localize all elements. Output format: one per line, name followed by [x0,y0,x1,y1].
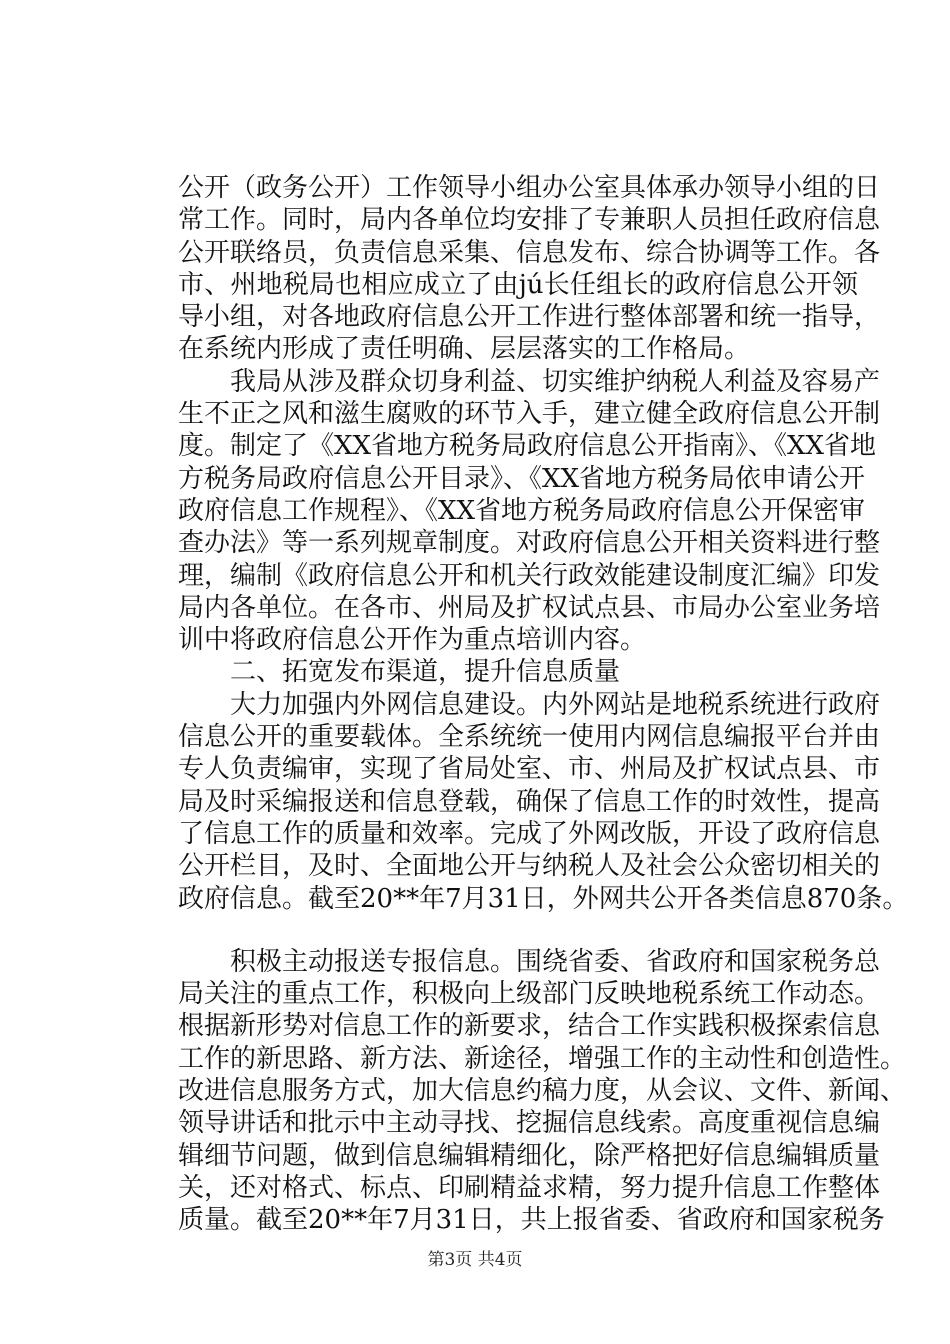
text-line: 导小组，对各地政府信息公开工作进行整体部署和统一指导， [178,302,881,333]
text-line: 关，还对格式、标点、印刷精益求精，努力提升信息工作整体 [178,1172,881,1203]
text-line: 训中将政府信息公开作为重点培训内容。 [178,625,647,656]
text-line: 信息公开的重要载体。全系统统一使用内网信息编报平台并由 [178,722,881,753]
text-line: 常工作。同时，局内各单位均安排了专兼职人员担任政府信息 [178,205,881,236]
text-line: 工作的新思路、新方法、新途径，增强工作的主动性和创造性。 [178,1043,907,1074]
text-line: 专人负责编审，实现了省局处室、市、州局及扩权试点县、市 [178,754,881,785]
text-line: 根据新形势对信息工作的新要求，结合工作实践积极探索信息 [178,1011,881,1042]
text-line: 改进信息服务方式，加大信息约稿力度，从会议、文件、新闻、 [178,1076,907,1107]
text-line: 局关注的重点工作，积极向上级部门反映地税系统工作动态。 [178,979,881,1010]
page-footer: 第3页 共4页 [427,1250,523,1270]
text-line: 政府信息工作规程》、《XX省地方税务局政府信息公开保密审 [178,495,866,526]
text-line: 领导讲话和批示中主动寻找、挖掘信息线索。高度重视信息编 [178,1108,881,1139]
text-line: 了信息工作的质量和效率。完成了外网改版，开设了政府信息 [178,818,881,849]
section-heading: 二、拓宽发布渠道，提升信息质量 [178,657,621,688]
text-line: 生不正之风和滋生腐败的环节入手，建立健全政府信息公开制 [178,399,881,430]
text-line: 市、州地税局也相应成立了由jú长任组长的政府信息公开领 [178,269,858,300]
text-line: 局内各单位。在各市、州局及扩权试点县、市局办公室业务培 [178,592,881,623]
text-line: 辑细节问题，做到信息编辑精细化，除严格把好信息编辑质量 [178,1140,881,1171]
text-line: 质量。截至20**年7月31日，共上报省委、省政府和国家税务 [178,1205,885,1236]
paragraph-gap [178,915,858,946]
text-line: 查办法》等一系列规章制度。对政府信息公开相关资料进行整 [178,528,881,559]
text-line: 理，编制《政府信息公开和机关行政效能建设制度汇编》印发 [178,560,881,591]
body-text [178,172,909,1237]
text-line: 在系统内形成了责任明确、层层落实的工作格局。 [178,334,751,365]
text-line: 我局从涉及群众切身利益、切实维护纳税人利益及容易产 [178,366,881,397]
text-line: 度。制定了《XX省地方税务局政府信息公开指南》、《XX省地 [178,431,877,462]
text-line: 公开栏目，及时、全面地公开与纳税人及社会公众密切相关的 [178,851,881,882]
text-line: 公开（政务公开）工作领导小组办公室具体承办领导小组的日 [178,173,881,203]
text-line: 大力加强内外网信息建设。内外网站是地税系统进行政府 [178,689,881,720]
text-line: 公开联络员，负责信息采集、信息发布、综合协调等工作。各 [178,237,881,268]
text-line: 政府信息。截至20**年7月31日，外网共公开各类信息870条。 [178,883,909,914]
text-line: 积极主动报送专报信息。围绕省委、省政府和国家税务总 [178,946,881,977]
text-line: 方税务局政府信息公开目录》、《XX省地方税务局依申请公开 [178,463,866,494]
text-line: 局及时采编报送和信息登载，确保了信息工作的时效性，提高 [178,786,881,817]
